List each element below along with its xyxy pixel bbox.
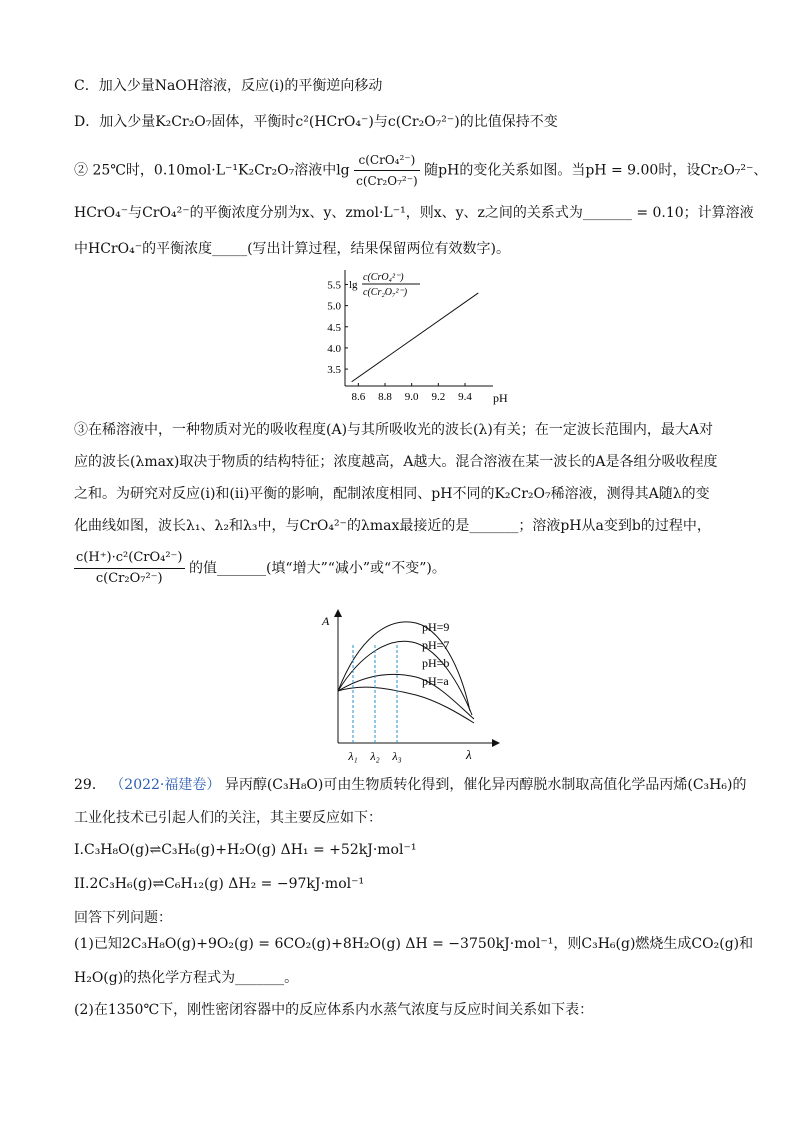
problem-29-line-1 — [74, 775, 746, 795]
absorbance-chart — [310, 605, 510, 765]
question-2b: (2)在1350℃下，刚性密闭容器中的反应体系内水蒸气浓度与反应时间关系如下表： — [74, 1002, 594, 1018]
question-1-line-1: (1)已知2C₃H₈O(g)+9O₂(g) = 6CO₂(g)+8H₂O(g) ΔH = −3750kJ·mol⁻¹，则C₃H₆(g)燃烧生成CO₂(g)和 — [74, 936, 754, 952]
x-axis-label: pH — [493, 391, 508, 405]
question-2-line-1 — [74, 150, 767, 192]
q3-fraction-den: c(Cr₂O₇²⁻) — [95, 571, 163, 586]
y-axis-label: A — [322, 614, 330, 628]
q3-fraction-num: c(H⁺)·c²(CrO₄²⁻) — [74, 548, 185, 569]
y-tick-label: 4.0 — [327, 342, 341, 355]
y-tick-label: 5.5 — [327, 279, 341, 292]
reaction-2: II.2C₃H₆(g)⇌C₆H₁₂(g) ΔH₂ = −97kJ·mol⁻¹ — [74, 876, 365, 892]
q2-fraction-den: c(Cr₂O₇²⁻) — [356, 174, 418, 188]
x-tick-label: 9.2 — [431, 391, 446, 403]
q3-fraction — [74, 548, 185, 589]
x-axis-label: λ — [466, 747, 472, 762]
y-tick-label: 3.5 — [327, 364, 341, 377]
reaction-1: I.C₃H₈O(g)⇌C₃H₆(g)+H₂O(g) ΔH₁ = +52kJ·mol⁻¹ — [74, 842, 417, 858]
q2-fraction — [354, 150, 420, 191]
question-1-line-2: H₂O(g)的热化学方程式为_______。 — [74, 970, 299, 986]
y-axis-label-num: c(CrO₄²⁻) — [363, 272, 404, 283]
question-2-line-3: 中HCrO₄⁻的平衡浓度_____(写出计算过程，结果保留两位有效数字)。 — [74, 241, 511, 257]
x-tick-label: 9.0 — [404, 391, 419, 403]
legend-entry: pH=7 — [422, 638, 450, 652]
curve-3 — [338, 674, 474, 719]
curve-4 — [338, 687, 474, 723]
question-3-line-2: 应的波长(λmax)取决于物质的结构特征；浓度越高，A越大。混合溶液在某一波长的A是各组分吸收程度 — [74, 454, 718, 470]
legend-entry: pH=b — [422, 656, 450, 670]
q2-fraction-num: c(CrO₄²⁻) — [354, 150, 420, 171]
ph-chart — [300, 266, 508, 416]
problem-29-text: 异丙醇(C₃H₈O)可由生物质转化得到，催化异丙醇脱水制取高值化学品丙烯(C₃H₆)的 — [224, 777, 747, 793]
question-3-line-5 — [74, 548, 446, 598]
x-tick-label: 9.4 — [458, 391, 472, 403]
y-axis-label-den: c(Cr₂O₇²⁻) — [363, 287, 408, 298]
answer-prompt: 回答下列问题： — [74, 910, 172, 926]
q3-text-e: 的值_______(填“增大”“减小”或“不变”)。 — [188, 560, 446, 577]
legend-entry: pH=9 — [422, 620, 450, 634]
problem-29-line-2: 工业化技术已引起人们的关注，其主要反应如下： — [74, 810, 382, 826]
y-axis-arrow — [334, 609, 342, 617]
option-c: C．加入少量NaOH溶液，反应(i)的平衡逆向移动 — [74, 78, 383, 94]
y-tick-label: 5.0 — [327, 300, 341, 313]
y-tick-label: 4.5 — [327, 321, 341, 334]
question-3-line-1: ③在稀溶液中，一种物质对光的吸收程度(A)与其所吸收光的波长(λ)有关；在一定波长范围内，最大A对 — [74, 422, 713, 438]
problem-number: 29． — [74, 777, 106, 793]
legend-entry: pH=a — [422, 674, 449, 688]
y-axis-label-prefix: lg — [349, 279, 358, 291]
x-tick-label: λ₂ — [370, 749, 380, 763]
x-axis-arrow — [492, 739, 500, 747]
option-d: D．加入少量K₂Cr₂O₇固体，平衡时c²(HCrO₄⁻)与c(Cr₂O₇²⁻)的比值保持不变 — [74, 114, 558, 130]
question-2-line-2: HCrO₄⁻与CrO₄²⁻的平衡浓度分别为x、y、zmol·L⁻¹，则x、y、z之间的关系式为_______ = 0.10；计算溶液 — [74, 205, 754, 221]
q2-text-b: 随pH的变化关系如图。当pH = 9.00时，设Cr₂O₇²⁻、 — [424, 162, 768, 179]
x-tick-label: λ₃ — [392, 749, 402, 763]
q2-text-a: ② 25℃时，0.10mol·L⁻¹K₂Cr₂O₇溶液中lg — [74, 162, 350, 179]
question-3-line-3: 之和。为研究对反应(i)和(ii)平衡的影响，配制浓度相同、pH不同的K₂Cr₂O₇稀溶液，测得其A随λ的变 — [74, 486, 710, 502]
problem-source: （2022·福建卷） — [110, 777, 221, 793]
question-3-line-4: 化曲线如图，波长λ₁、λ₂和λ₃中，与CrO₄²⁻的λmax最接近的是_______；溶液pH从a变到b的过程中， — [74, 518, 711, 534]
x-tick-label: 8.6 — [351, 391, 366, 403]
x-tick-label: λ₁ — [348, 749, 358, 763]
data-line — [352, 293, 479, 382]
x-tick-label: 8.8 — [378, 391, 392, 403]
